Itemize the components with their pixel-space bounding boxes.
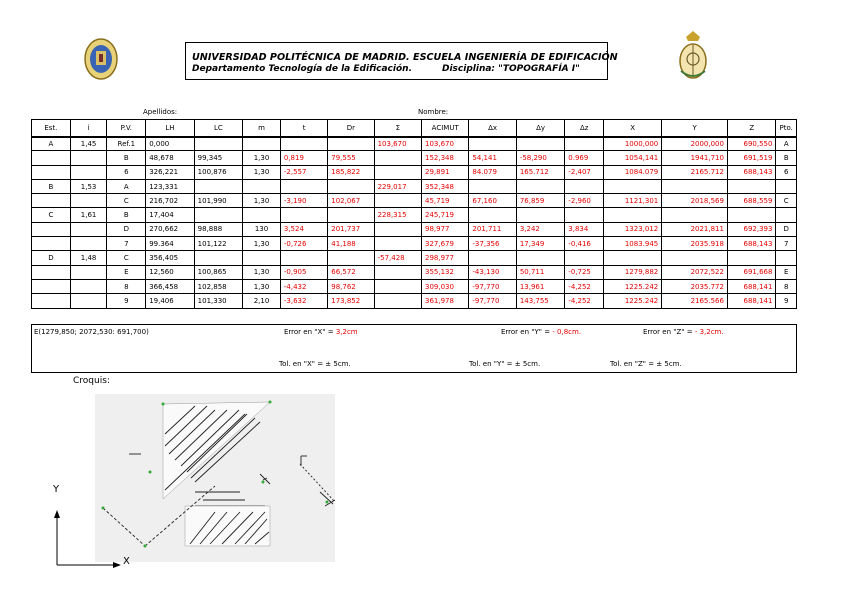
school-crest-right — [676, 31, 710, 81]
table-cell: 2072,522 — [662, 265, 728, 279]
table-cell — [565, 179, 604, 193]
table-cell — [70, 151, 107, 165]
table-cell — [565, 208, 604, 222]
table-cell: 29,891 — [422, 165, 469, 179]
table-cell: -2,960 — [565, 194, 604, 208]
table-cell — [469, 137, 516, 151]
table-cell: 688,143 — [727, 165, 775, 179]
tolerance-z: Tol. en "Z" = ± 5cm. — [610, 360, 682, 368]
table-cell — [32, 151, 71, 165]
table-cell — [328, 251, 374, 265]
column-header: Y — [662, 120, 728, 137]
table-cell — [516, 179, 564, 193]
axis-y-label: Y — [53, 484, 60, 495]
column-header: i — [70, 120, 107, 137]
table-cell — [194, 251, 242, 265]
table-cell: 19,406 — [146, 294, 194, 308]
table-cell: -4,432 — [280, 279, 327, 293]
table-cell: 8 — [107, 279, 146, 293]
table-cell: 1,45 — [70, 137, 107, 151]
table-cell: C — [107, 194, 146, 208]
table-cell: -3,190 — [280, 194, 327, 208]
table-cell: 245,719 — [422, 208, 469, 222]
tolerance-x: Tol. en "X" = ± 5cm. — [279, 360, 351, 368]
table-cell: 99,345 — [194, 151, 242, 165]
table-cell: 17,404 — [146, 208, 194, 222]
error-y: Error en "Y" = - 0,8cm. — [501, 328, 582, 336]
error-z: Error en "Z" = - 3,2cm. — [643, 328, 724, 336]
table-cell: 688,143 — [727, 237, 775, 251]
table-cell: A — [107, 179, 146, 193]
table-cell — [70, 265, 107, 279]
table-row — [32, 237, 797, 251]
table-cell — [469, 179, 516, 193]
table-cell: 327,679 — [422, 237, 469, 251]
nombre-label: Nombre: — [418, 108, 449, 116]
column-header: LC — [194, 120, 242, 137]
table-cell: 103,670 — [422, 137, 469, 151]
table-cell: 1000,000 — [604, 137, 662, 151]
table-cell: -37,356 — [469, 237, 516, 251]
table-cell: 2018,569 — [662, 194, 728, 208]
table-cell: 1225.242 — [604, 294, 662, 308]
table-cell — [662, 179, 728, 193]
table-cell — [604, 251, 662, 265]
table-cell — [280, 251, 327, 265]
table-cell: 1,30 — [243, 279, 281, 293]
table-cell — [243, 137, 281, 151]
table-cell: -0,725 — [565, 265, 604, 279]
table-cell: 7 — [107, 237, 146, 251]
table-cell — [469, 208, 516, 222]
table-cell: 173,852 — [328, 294, 374, 308]
table-cell — [776, 179, 797, 193]
error-x: Error en "X" = 3,2cm — [284, 328, 358, 336]
table-cell: 270,662 — [146, 222, 194, 236]
column-header: Pto. — [776, 120, 797, 137]
column-header: t — [280, 120, 327, 137]
table-cell: B — [107, 151, 146, 165]
table-cell: -2,557 — [280, 165, 327, 179]
table-cell: 690,550 — [727, 137, 775, 151]
header-box — [185, 42, 618, 80]
column-header: Est. — [32, 120, 71, 137]
table-row — [32, 208, 797, 222]
table-cell — [32, 265, 71, 279]
table-cell: 691,519 — [727, 151, 775, 165]
table-cell — [727, 251, 775, 265]
table-cell: 50,711 — [516, 265, 564, 279]
discipline-name: Disciplina: "TOPOGRAFÍA I" — [442, 64, 580, 74]
table-cell — [374, 265, 421, 279]
table-cell: -58,290 — [516, 151, 564, 165]
table-cell: 201,737 — [328, 222, 374, 236]
table-cell — [32, 165, 71, 179]
table-cell: 54,141 — [469, 151, 516, 165]
table-cell: 17,349 — [516, 237, 564, 251]
table-cell: E — [107, 265, 146, 279]
point-e-coordinates: E(1279,850; 2072,530: 691,700) — [34, 328, 149, 336]
table-row — [32, 279, 797, 293]
table-cell: 1941,710 — [662, 151, 728, 165]
table-cell: 1323,012 — [604, 222, 662, 236]
table-cell: 123,331 — [146, 179, 194, 193]
table-cell — [374, 194, 421, 208]
table-cell — [70, 194, 107, 208]
table-cell — [32, 237, 71, 251]
department-name: Departamento Tecnología de la Edificación. — [192, 64, 412, 74]
table-cell: -97,770 — [469, 279, 516, 293]
table-cell: 2035.772 — [662, 279, 728, 293]
table-cell: Ref.1 — [107, 137, 146, 151]
table-cell: 361,978 — [422, 294, 469, 308]
table-cell: 9 — [776, 294, 797, 308]
table-cell: 3,242 — [516, 222, 564, 236]
table-cell — [194, 208, 242, 222]
table-cell: 1083.945 — [604, 237, 662, 251]
table-cell: C — [32, 208, 71, 222]
table-cell: 352,348 — [422, 179, 469, 193]
table-cell: 101,330 — [194, 294, 242, 308]
table-cell: 691,668 — [727, 265, 775, 279]
table-cell: -4,252 — [565, 279, 604, 293]
table-cell — [70, 237, 107, 251]
table-cell: 13,961 — [516, 279, 564, 293]
table-cell: 102,858 — [194, 279, 242, 293]
table-cell: C — [107, 251, 146, 265]
table-cell: 3,524 — [280, 222, 327, 236]
table-cell: 7 — [776, 237, 797, 251]
table-cell: -97,770 — [469, 294, 516, 308]
table-cell: 1,30 — [243, 265, 281, 279]
results-footer — [31, 324, 797, 373]
table-cell: 216,702 — [146, 194, 194, 208]
department-line — [192, 64, 607, 75]
table-cell: -0,416 — [565, 237, 604, 251]
table-cell — [280, 208, 327, 222]
table-cell — [565, 251, 604, 265]
table-cell: 103,670 — [374, 137, 421, 151]
table-cell — [776, 208, 797, 222]
tolerance-y: Tol. en "Y" = ± 5cm. — [469, 360, 541, 368]
table-cell: 2,10 — [243, 294, 281, 308]
table-cell: 1054,141 — [604, 151, 662, 165]
table-row — [32, 222, 797, 236]
column-header: Δx — [469, 120, 516, 137]
table-cell: 356,405 — [146, 251, 194, 265]
table-cell — [328, 137, 374, 151]
table-cell: 2165.712 — [662, 165, 728, 179]
table-cell — [374, 165, 421, 179]
table-cell: 66,572 — [328, 265, 374, 279]
table-cell — [243, 208, 281, 222]
table-cell: B — [776, 151, 797, 165]
table-cell — [374, 279, 421, 293]
table-cell — [516, 137, 564, 151]
table-cell — [70, 165, 107, 179]
table-cell — [32, 294, 71, 308]
table-cell: 100,876 — [194, 165, 242, 179]
column-header: ACIMUT — [422, 120, 469, 137]
table-cell: 228,315 — [374, 208, 421, 222]
table-cell: 1,61 — [70, 208, 107, 222]
table-cell: 1,30 — [243, 194, 281, 208]
table-cell: D — [107, 222, 146, 236]
table-cell — [516, 208, 564, 222]
table-cell: 1,53 — [70, 179, 107, 193]
column-header: LH — [146, 120, 194, 137]
column-header: Σ — [374, 120, 421, 137]
table-cell: 2035.918 — [662, 237, 728, 251]
table-cell: B — [32, 179, 71, 193]
table-cell — [374, 294, 421, 308]
table-cell: -4,252 — [565, 294, 604, 308]
table-cell: B — [107, 208, 146, 222]
table-cell: 201,711 — [469, 222, 516, 236]
table-cell: 688,141 — [727, 294, 775, 308]
table-cell: 688,141 — [727, 279, 775, 293]
table-cell: 298,977 — [422, 251, 469, 265]
table-cell — [32, 194, 71, 208]
table-cell: 0,819 — [280, 151, 327, 165]
table-cell: -0,726 — [280, 237, 327, 251]
table-cell: -2,407 — [565, 165, 604, 179]
table-cell: 185,822 — [328, 165, 374, 179]
table-cell: 688,559 — [727, 194, 775, 208]
table-cell: 1,30 — [243, 237, 281, 251]
table-cell: 101,990 — [194, 194, 242, 208]
table-cell: 100,865 — [194, 265, 242, 279]
table-cell: 152,348 — [422, 151, 469, 165]
table-cell: 309,030 — [422, 279, 469, 293]
table-cell: 99.364 — [146, 237, 194, 251]
column-header: m — [243, 120, 281, 137]
table-cell — [70, 294, 107, 308]
table-cell: E — [776, 265, 797, 279]
table-cell: 1,30 — [243, 165, 281, 179]
table-cell: 0.969 — [565, 151, 604, 165]
table-cell: 1121,301 — [604, 194, 662, 208]
table-cell: -43,130 — [469, 265, 516, 279]
table-cell — [70, 279, 107, 293]
table-cell: 98,762 — [328, 279, 374, 293]
table-cell — [604, 208, 662, 222]
table-cell: 326,221 — [146, 165, 194, 179]
table-cell: 3,834 — [565, 222, 604, 236]
table-cell: 1279,882 — [604, 265, 662, 279]
table-cell — [374, 237, 421, 251]
table-cell — [280, 137, 327, 151]
table-cell: 1,30 — [243, 151, 281, 165]
table-cell — [194, 179, 242, 193]
table-cell: -0,905 — [280, 265, 327, 279]
column-header: Δy — [516, 120, 564, 137]
column-header: P.V. — [107, 120, 146, 137]
table-cell: 67,160 — [469, 194, 516, 208]
table-cell: 45,719 — [422, 194, 469, 208]
table-cell: -57,428 — [374, 251, 421, 265]
table-cell: 130 — [243, 222, 281, 236]
table-cell: C — [776, 194, 797, 208]
table-cell: 1084.079 — [604, 165, 662, 179]
table-cell: -3,632 — [280, 294, 327, 308]
table-cell — [374, 222, 421, 236]
table-cell: 8 — [776, 279, 797, 293]
table-cell — [565, 137, 604, 151]
axes-indicator — [45, 480, 135, 580]
table-cell: 79,555 — [328, 151, 374, 165]
table-cell — [70, 222, 107, 236]
university-title: UNIVERSIDAD POLITÉCNICA DE MADRID. ESCUELA INGENIERÍA DE EDIFICACIÓN — [192, 52, 618, 63]
column-header: Dr — [328, 120, 374, 137]
table-cell — [374, 151, 421, 165]
table-cell: 229,017 — [374, 179, 421, 193]
apellidos-label: Apellidos: — [143, 108, 178, 116]
table-cell — [32, 279, 71, 293]
table-cell: 12,560 — [146, 265, 194, 279]
table-cell — [776, 251, 797, 265]
table-cell: 2000,000 — [662, 137, 728, 151]
table-cell: 1225.242 — [604, 279, 662, 293]
table-cell: 6 — [776, 165, 797, 179]
table-row — [32, 294, 797, 308]
table-row — [32, 251, 797, 265]
table-cell: 48,678 — [146, 151, 194, 165]
axis-x-label: X — [123, 556, 130, 567]
table-cell — [243, 179, 281, 193]
table-cell: 6 — [107, 165, 146, 179]
table-cell: 102,067 — [328, 194, 374, 208]
table-cell — [280, 179, 327, 193]
table-row — [32, 151, 797, 165]
table-cell: 9 — [107, 294, 146, 308]
table-cell — [604, 179, 662, 193]
table-cell: A — [32, 137, 71, 151]
table-cell: 1,48 — [70, 251, 107, 265]
table-cell: 0,000 — [146, 137, 194, 151]
table-header-row — [32, 120, 797, 137]
table-cell: 366,458 — [146, 279, 194, 293]
table-cell: 84.079 — [469, 165, 516, 179]
table-cell: 41,188 — [328, 237, 374, 251]
table-cell: D — [32, 251, 71, 265]
table-cell: 98,977 — [422, 222, 469, 236]
table-cell: 98,888 — [194, 222, 242, 236]
survey-table — [31, 119, 797, 309]
table-row — [32, 265, 797, 279]
university-seal-left — [84, 38, 118, 80]
table-cell: 101,122 — [194, 237, 242, 251]
table-cell — [243, 251, 281, 265]
table-cell: 355,132 — [422, 265, 469, 279]
table-cell: D — [776, 222, 797, 236]
table-cell: 165.712 — [516, 165, 564, 179]
table-cell — [328, 179, 374, 193]
table-cell: 143,755 — [516, 294, 564, 308]
column-header: Δz — [565, 120, 604, 137]
croquis-label: Croquis: — [73, 376, 110, 386]
table-cell — [516, 251, 564, 265]
table-cell — [662, 208, 728, 222]
table-cell: 2165.566 — [662, 294, 728, 308]
table-cell: A — [776, 137, 797, 151]
table-cell — [662, 251, 728, 265]
table-row — [32, 137, 797, 151]
table-cell: 692,393 — [727, 222, 775, 236]
table-cell — [194, 137, 242, 151]
table-cell — [32, 222, 71, 236]
column-header: X — [604, 120, 662, 137]
table-cell: 76,859 — [516, 194, 564, 208]
table-cell — [469, 251, 516, 265]
table-row — [32, 179, 797, 193]
table-cell — [727, 208, 775, 222]
column-header: Z — [727, 120, 775, 137]
table-row — [32, 194, 797, 208]
table-cell — [727, 179, 775, 193]
table-row — [32, 165, 797, 179]
table-cell — [328, 208, 374, 222]
table-cell: 2021,811 — [662, 222, 728, 236]
